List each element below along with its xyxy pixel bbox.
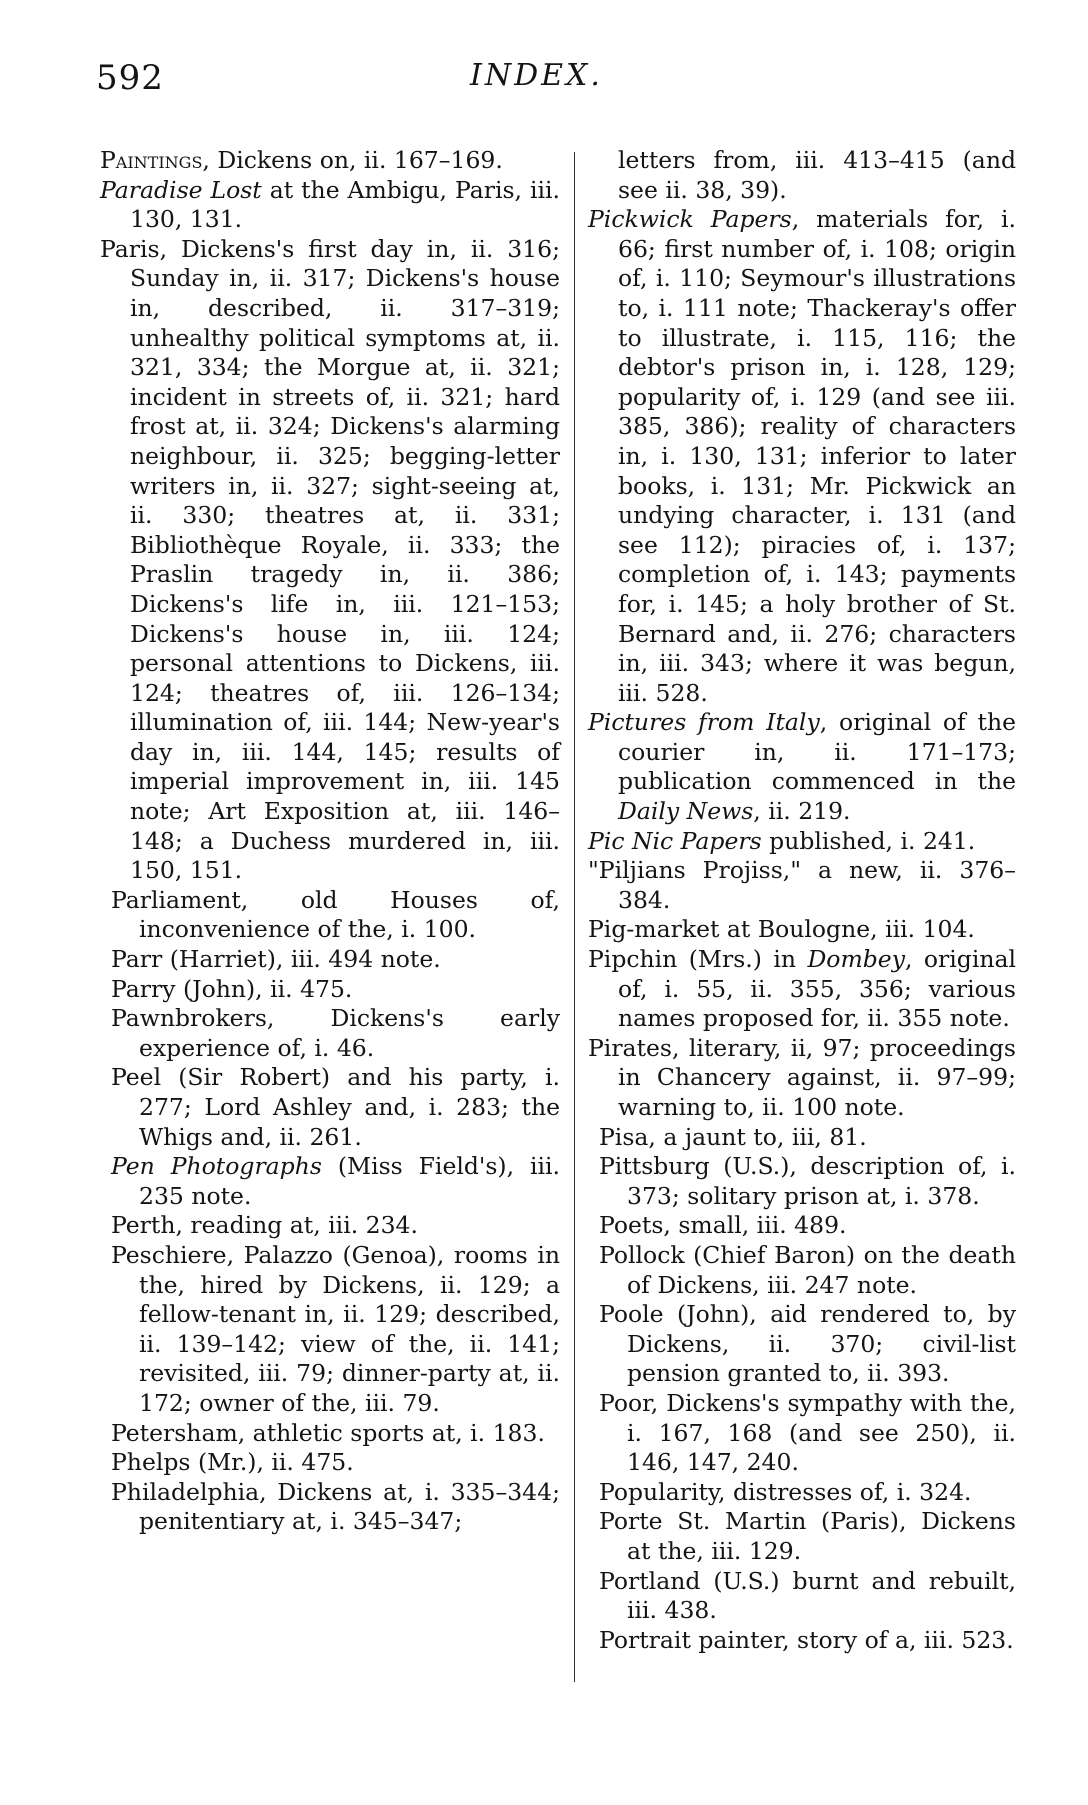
entry-text: Peschiere, Palazzo (Genoa), rooms in the, hired by Dickens, ii. 129; a fellow-tenant in, ii. 129; described, ii. 139–142; view of the, ii. 141; revisited, iii. 79; dinner-party at, ii. 172; owner of the, iii. 79. [111, 1240, 560, 1417]
entry-text: Parry (John), ii. 475. [111, 974, 353, 1003]
entry-text: "Piljians Projiss," a new, ii. 376–384. [588, 856, 1016, 914]
left-column [100, 146, 560, 1537]
index-entry [588, 1211, 1016, 1241]
index-entry [588, 1152, 1016, 1211]
entry-text: Peel (Sir Robert) and his party, i. 277; Lord Ashley and, i. 283; the Whigs and, ii. 261. [111, 1063, 560, 1151]
entry-text: , Dickens on, ii. 167–169. [202, 146, 503, 174]
index-entry [100, 1211, 560, 1241]
right-column [588, 146, 1016, 1655]
column-rule [574, 152, 575, 1682]
entry-text: published, i. 241. [761, 826, 976, 855]
entry-text: Petersham, athletic sports at, i. 183. [111, 1418, 545, 1447]
entry-text: letters from, iii. 413–415 (and see ii. 38, 39). [618, 146, 1016, 204]
entry-text: Poole (John), aid rendered to, by Dickens, ii. 370; civil-list pension granted to, ii. 393. [599, 1300, 1016, 1388]
entry-text: Poets, small, iii. 489. [599, 1211, 847, 1240]
entry-text: , materials for, i. 66; first number of, i. 108; origin of, i. 110; Seymour's illustrations to, i. 111 note; Thackeray's offer to illustrate, i. 115, 116; the debtor's prison in, i. 128, 129; popularity of, i. 129 (and see iii. 385, 386); reality of characters in, i. 130, 131; inferior to later books, i. 131; Mr. Pickwick an undying character, i. 131 (and see 112); piracies of, i. 137; completion of, i. 143; payments for, i. 145; a holy brother of St. Bernard and, ii. 276; characters in, iii. 343; where it was begun, iii. 528. [618, 205, 1016, 707]
entry-title: Pic Nic Papers [588, 826, 762, 855]
entry-title: Dombey [807, 945, 905, 974]
index-entry [588, 1626, 1016, 1656]
entry-title: Paradise Lost [100, 175, 262, 204]
entry-text: Pipchin (Mrs.) in [588, 945, 808, 974]
index-entry [100, 945, 560, 975]
entry-text: Phelps (Mr.), ii. 475. [111, 1448, 354, 1477]
entry-text: at the Ambigu, Paris, iii. 130, 131. [130, 175, 560, 234]
index-entry [588, 1300, 1016, 1389]
entry-text: , original of, i. 55, ii. 355, 356; various names proposed for, ii. 355 note. [618, 945, 1016, 1033]
entry-text: Portland (U.S.) burnt and rebuilt, iii. 438. [599, 1566, 1016, 1625]
index-entry [588, 856, 1016, 915]
entry-text: Poor, Dickens's sympathy with the, i. 167, 168 (and see 250), ii. 146, 147, 240. [599, 1388, 1016, 1477]
entry-text: Paris, Dickens's first day in, ii. 316; Sunday in, ii. 317; Dickens's house in, described, ii. 317–319; unhealthy political symptoms at, ii. 321, 334; the Morgue at, ii. 321; incident in streets of, ii. 321; hard frost at, ii. 324; Dickens's alarming neighbour, ii. 325; begging-letter writers in, ii. 327; sight-seeing at, ii. 330; theatres at, ii. 331; Bibliothèque Royale, ii. 333; the Praslin tragedy in, ii. 386; Dickens's life in, iii. 121–153; Dickens's house in, iii. 124; personal attentions to Dickens, iii. 124; theatres of, iii. 126–134; illumination of, iii. 144; New-year's day in, iii. 144, 145; results of imperial improvement in, iii. 145 note; Art Exposition at, iii. 146–148; a Duchess murdered in, iii. 150, 151. [100, 234, 560, 885]
index-entry [100, 975, 560, 1005]
entry-text: Pisa, a jaunt to, iii, 81. [599, 1122, 867, 1151]
entry-title: Pickwick Papers [588, 205, 792, 234]
page-number: 592 [96, 58, 164, 98]
entry-text: Philadelphia, Dickens at, i. 335–344; penitentiary at, i. 345–347; [111, 1477, 560, 1536]
index-entry [100, 176, 560, 235]
entry-text: Porte St. Martin (Paris), Dickens at the, iii. 129. [599, 1507, 1016, 1565]
index-entry [100, 1063, 560, 1152]
index-entry [588, 945, 1016, 1034]
entry-text: Pig-market at Boulogne, iii. 104. [588, 915, 975, 944]
index-entry [588, 708, 1016, 826]
entry-text: Popularity, distresses of, i. 324. [599, 1477, 972, 1506]
entry-title: Pen Photographs [111, 1152, 322, 1181]
index-entry [588, 1241, 1016, 1300]
entry-text: , original of the courier in, ii. 171–173; publication commenced in the [618, 708, 1016, 796]
index-entry [100, 146, 560, 176]
running-head: INDEX. [470, 58, 603, 93]
entry-text: , ii. 219. [753, 797, 851, 826]
entry-text: Portrait painter, story of a, iii. 523. [599, 1625, 1014, 1654]
index-entry [588, 1123, 1016, 1153]
entry-headword: Paintings [100, 146, 203, 174]
index-entry [588, 827, 1016, 857]
index-entry [588, 1507, 1016, 1566]
index-entry [100, 1478, 560, 1537]
entry-text: Pirates, literary, ii, 97; proceedings in Chancery against, ii. 97–99; warning to, ii. 100 note. [588, 1033, 1016, 1121]
index-entry [588, 1567, 1016, 1626]
index-entry [100, 235, 560, 886]
index-entry [588, 1389, 1016, 1478]
entry-text: Parliament, old Houses of, inconvenience of the, i. 100. [111, 885, 560, 944]
index-entry [588, 1478, 1016, 1508]
entry-title: Pictures from Italy [588, 708, 820, 737]
index-entry [100, 1419, 560, 1449]
index-entry [588, 146, 1016, 205]
index-entry [588, 915, 1016, 945]
index-entry [100, 886, 560, 945]
entry-title: Daily News [618, 797, 754, 826]
index-entry [588, 205, 1016, 708]
index-entry [100, 1152, 560, 1211]
entry-text: Pollock (Chief Baron) on the death of Dickens, iii. 247 note. [599, 1240, 1016, 1299]
index-entry [588, 1034, 1016, 1123]
entry-text: Pawnbrokers, Dickens's early experience of, i. 46. [111, 1004, 560, 1062]
entry-text: Pittsburg (U.S.), description of, i. 373; solitary prison at, i. 378. [599, 1152, 1016, 1210]
entry-text: Parr (Harriet), iii. 494 note. [111, 945, 441, 974]
index-entry [100, 1448, 560, 1478]
index-entry [100, 1004, 560, 1063]
index-entry [100, 1241, 560, 1419]
entry-text: Perth, reading at, iii. 234. [111, 1211, 418, 1240]
entry-text: (Miss Field's), iii. 235 note. [139, 1152, 561, 1210]
